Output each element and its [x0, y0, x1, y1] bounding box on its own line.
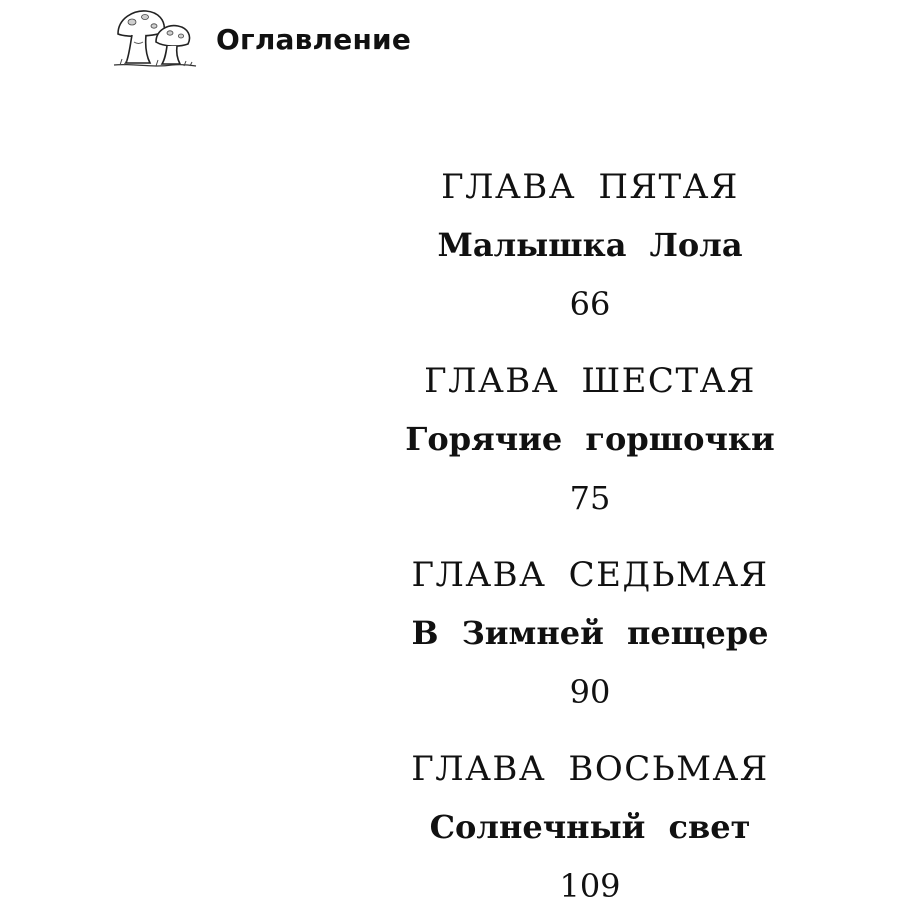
- toc-entry: [320, 160, 860, 332]
- chapter-title: Малышка Лола: [437, 226, 743, 264]
- toc-entry: [320, 354, 860, 526]
- table-of-contents: [320, 160, 860, 900]
- chapter-page-number: 109: [559, 867, 621, 900]
- chapter-label: ГЛАВА ПЯТАЯ: [441, 167, 739, 207]
- chapter-title: Горячие горшочки: [405, 420, 775, 458]
- chapter-page-number: 90: [569, 673, 611, 711]
- toc-entry: [320, 548, 860, 720]
- page-title: Оглавление: [216, 22, 412, 56]
- chapter-label: ГЛАВА СЕДЬМАЯ: [411, 555, 769, 595]
- chapter-page-number: 66: [569, 285, 611, 323]
- page-header: [112, 6, 411, 72]
- chapter-label: ГЛАВА ВОСЬМАЯ: [411, 749, 769, 789]
- chapter-title: Солнечный свет: [429, 808, 751, 846]
- mushroom-icon: [112, 8, 198, 70]
- chapter-page-number: 75: [569, 479, 611, 517]
- chapter-label: ГЛАВА ШЕСТАЯ: [424, 361, 756, 401]
- toc-entry: [320, 742, 860, 900]
- chapter-title: В Зимней пещере: [411, 614, 769, 652]
